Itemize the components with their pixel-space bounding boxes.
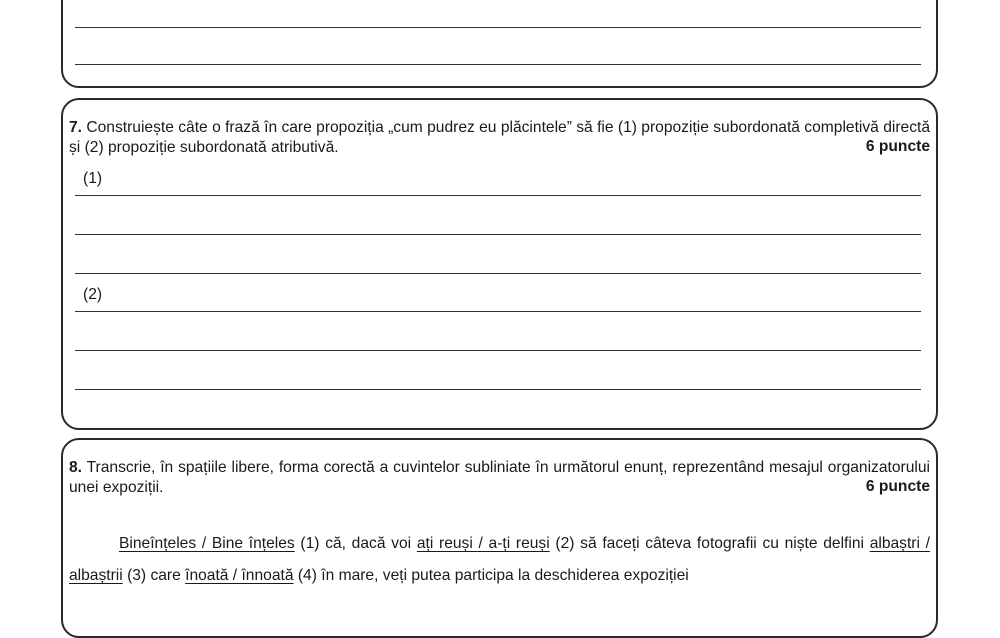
answer-line[interactable] <box>75 195 921 196</box>
question-8-text <box>69 458 930 498</box>
question-8-box <box>61 438 938 638</box>
underlined-word-3: albaștri / albaștrii <box>69 535 930 584</box>
underlined-word-4: înoată / înnoată <box>185 567 294 584</box>
question-7-text <box>69 118 930 158</box>
answer-line[interactable] <box>75 64 921 65</box>
underlined-word-2: ați reuși / a-ți reuși <box>416 535 550 552</box>
question-7-points: 6 puncte <box>865 138 930 155</box>
answer-label-1: (1) <box>83 170 103 187</box>
question-number: 8. <box>69 459 83 476</box>
question-number: 7. <box>69 119 83 136</box>
answer-label-2: (2) <box>83 286 103 303</box>
paragraph-text: (4) în mare, veți putea participa la deschiderea expoziției <box>293 567 689 584</box>
question-7-box <box>61 98 938 430</box>
answer-line[interactable] <box>75 311 921 312</box>
paragraph-text: (3) care <box>122 567 186 584</box>
answer-line[interactable] <box>75 27 921 28</box>
question-8-points: 6 puncte <box>865 478 930 495</box>
answer-line[interactable] <box>75 389 921 390</box>
answer-line[interactable] <box>75 234 921 235</box>
previous-question-box <box>61 0 938 88</box>
answer-line[interactable] <box>75 273 921 274</box>
answer-line[interactable] <box>75 350 921 351</box>
question-8-prompt: Transcrie, în spațiile libere, forma corectă a cuvintelor subliniate în următorul enunț, reprezentând mesajul organizatorului unei expoziții. <box>69 459 930 496</box>
paragraph-text: (1) că, dacă voi <box>294 535 417 552</box>
question-8-paragraph <box>69 528 930 592</box>
paragraph-text: (2) să faceți câteva fotografii cu niște delfini <box>549 535 870 552</box>
question-7-prompt: Construiește câte o frază în care propoziția „cum pudrez eu plăcintele” să fie (1) propoziție subordonată completivă directă și (2) propoziție subordonată atributivă. <box>69 119 930 156</box>
underlined-word-1: Bineînțeles / Bine înțeles <box>119 535 295 552</box>
